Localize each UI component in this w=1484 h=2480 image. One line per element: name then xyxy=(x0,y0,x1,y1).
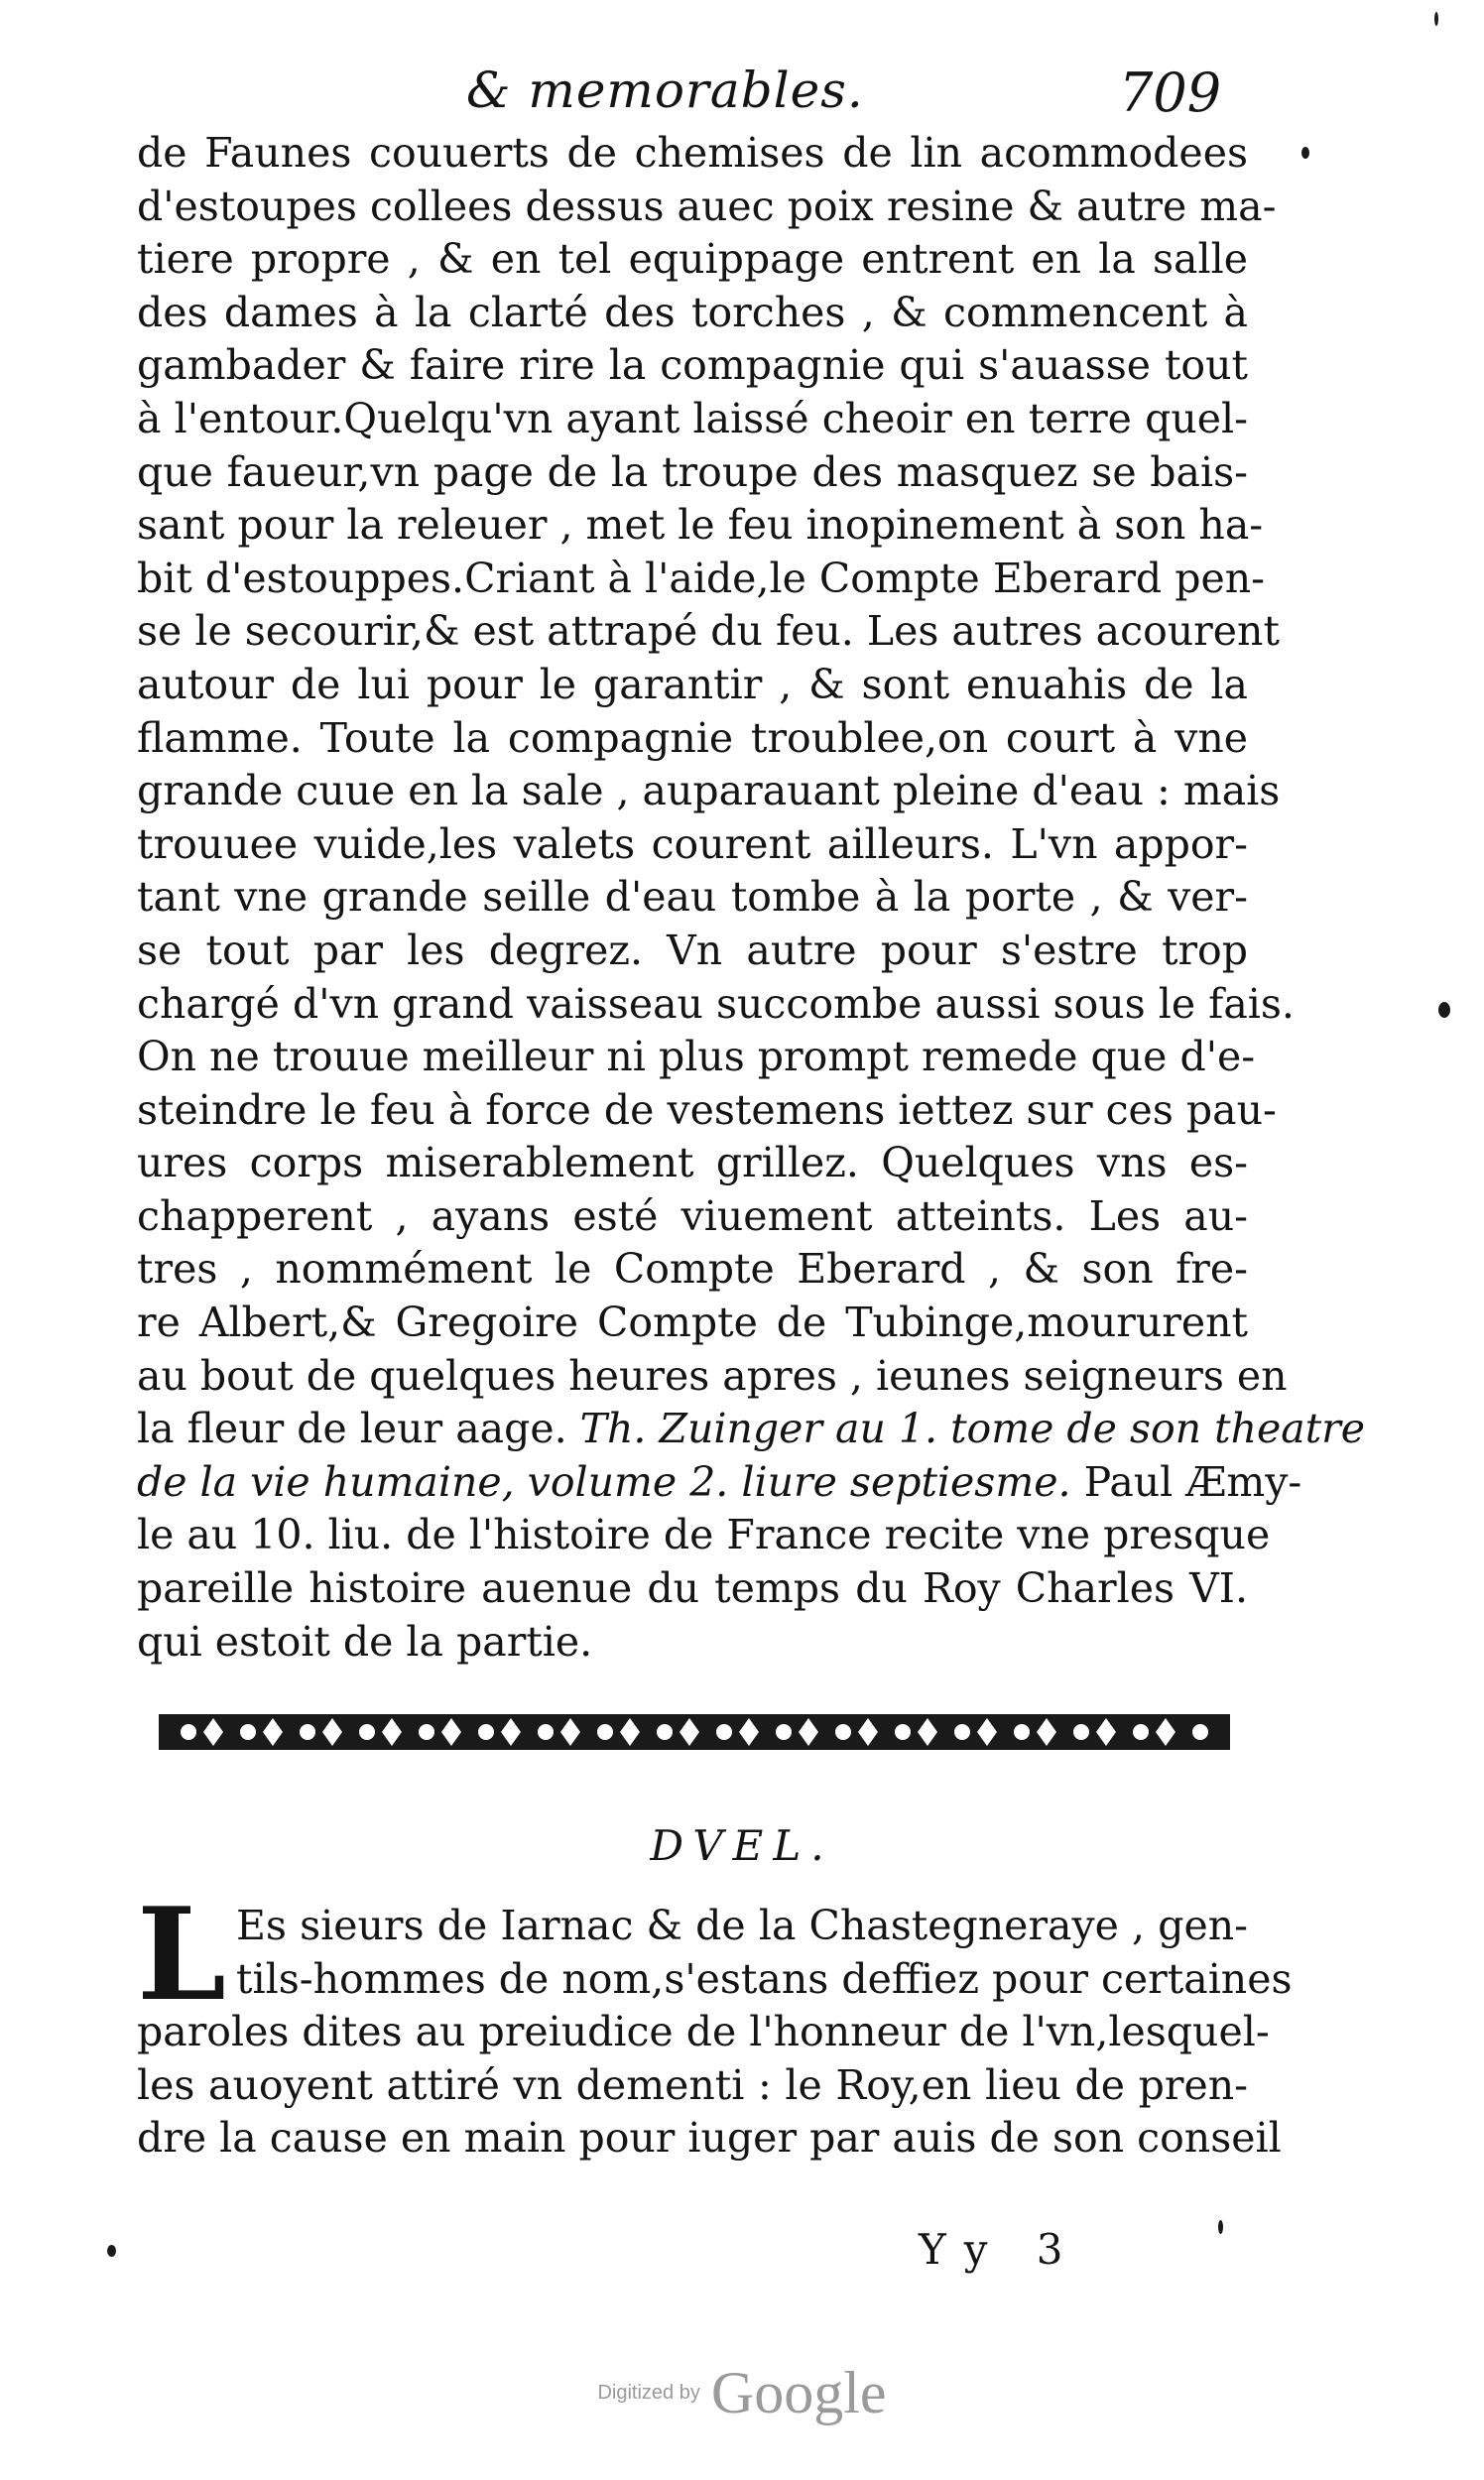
text-line: flamme. Toute la compagnie troublee,on court à vne xyxy=(137,713,1248,762)
text-line: grande cuue en la sale , auparauant pleine d'eau : mais xyxy=(137,767,1281,815)
text-line: ures corps miserablement grillez. Quelques vns es- xyxy=(137,1139,1248,1187)
text-line: tils-hommes de nom,s'estans deffiez pour certaines xyxy=(236,1954,1293,2003)
running-head: & memorables. xyxy=(466,62,864,119)
text-line: gambader & faire rire la compagnie qui s'auasse tout xyxy=(137,341,1248,390)
text-line: steindre le feu à force de vestemens iettez sur ces pau- xyxy=(137,1085,1277,1134)
drop-cap: L xyxy=(137,1881,226,2030)
text-line: re Albert,& Gregoire Compte de Tubinge,moururent xyxy=(137,1299,1248,1347)
citation-source-cont: de la vie humaine, volume 2. liure septiesme. xyxy=(137,1457,1071,1506)
digitized-by-label: Digitized by xyxy=(597,2382,700,2404)
ink-speck xyxy=(1434,12,1438,26)
text-line: paroles dites au preiudice de l'honneur de l'vn,lesquel- xyxy=(137,2008,1270,2056)
text-line: au bout de quelques heures apres , ieunes seigneurs en xyxy=(137,1351,1288,1400)
digitized-watermark xyxy=(0,2359,1484,2427)
text-line: trouuee vuide,les valets courent ailleurs. L'vn appor- xyxy=(137,819,1248,868)
citation-line xyxy=(137,1456,1302,1510)
text-fragment: la fleur de leur aage. xyxy=(137,1405,567,1453)
text-line: qui estoit de la partie. xyxy=(137,1617,593,1666)
text-line: tiere propre , & en tel equippage entrent en la salle xyxy=(137,235,1248,284)
citation-source: Th. Zuinger au 1. tome de son theatre xyxy=(579,1405,1366,1453)
text-line: des dames à la clarté des torches , & commencent à xyxy=(137,288,1248,336)
text-line: On ne trouue meilleur ni plus prompt remede que d'e- xyxy=(137,1033,1256,1081)
text-line: le au 10. liu. de l'histoire de France recite vne presque xyxy=(137,1511,1271,1559)
text-line: chargé d'vn grand vaisseau succombe aussi sous le fais. xyxy=(137,979,1295,1028)
text-line: se tout par les degrez. Vn autre pour s'estre trop xyxy=(137,926,1248,974)
ink-speck xyxy=(1438,1002,1450,1018)
text-line: à l'entour.Quelqu'vn ayant laissé cheoir en terre quel- xyxy=(137,394,1248,442)
text-line: tres , nommément le Compte Eberard , & son fre- xyxy=(137,1245,1248,1294)
text-line: de Faunes couuerts de chemises de lin acommodees xyxy=(137,129,1248,177)
ornamental-band xyxy=(159,1704,1230,1760)
text-line: tant vne grande seille d'eau tombe à la porte , & ver- xyxy=(137,873,1248,922)
text-fragment: Paul Æmy- xyxy=(1083,1457,1302,1506)
text-line: autour de lui pour le garantir , & sont enuahis de la xyxy=(137,660,1248,708)
section-title: DVEL. xyxy=(650,1821,834,1870)
text-line: dre la cause en main pour iuger par auis de son conseil xyxy=(137,2114,1282,2163)
ink-speck xyxy=(1301,147,1309,159)
ink-speck xyxy=(1218,2220,1223,2234)
ink-speck xyxy=(107,2245,116,2257)
text-line: sant pour la releuer , met le feu inopinement à son ha- xyxy=(137,501,1264,550)
text-line: bit d'estouppes.Criant à l'aide,le Compte Eberard pen- xyxy=(137,554,1265,602)
text-line: d'estoupes collees dessus auec poix resine & autre ma- xyxy=(137,182,1277,230)
body-text xyxy=(137,127,1366,1669)
text-line: Es sieurs de Iarnac & de la Chastegneraye , gen- xyxy=(236,1902,1248,1949)
text-line: chapperent , ayans esté viuement atteints. Les au- xyxy=(137,1191,1248,1240)
text-line: que faueur,vn page de la troupe des masquez se bais- xyxy=(137,447,1248,496)
citation-line xyxy=(137,1403,1366,1456)
text-line: pareille histoire auenue du temps du Roy Charles VI. xyxy=(137,1564,1248,1613)
section-text xyxy=(137,1881,1293,2166)
text-line: se le secourir,& est attrapé du feu. Les autres acourent xyxy=(137,607,1280,656)
text-line: les auoyent attiré vn dementi : le Roy,en lieu de pren- xyxy=(137,2060,1248,2109)
page-number: 709 xyxy=(1119,62,1222,124)
google-logo: Google xyxy=(710,2360,887,2425)
signature-mark: Yy 3 xyxy=(919,2225,1081,2274)
